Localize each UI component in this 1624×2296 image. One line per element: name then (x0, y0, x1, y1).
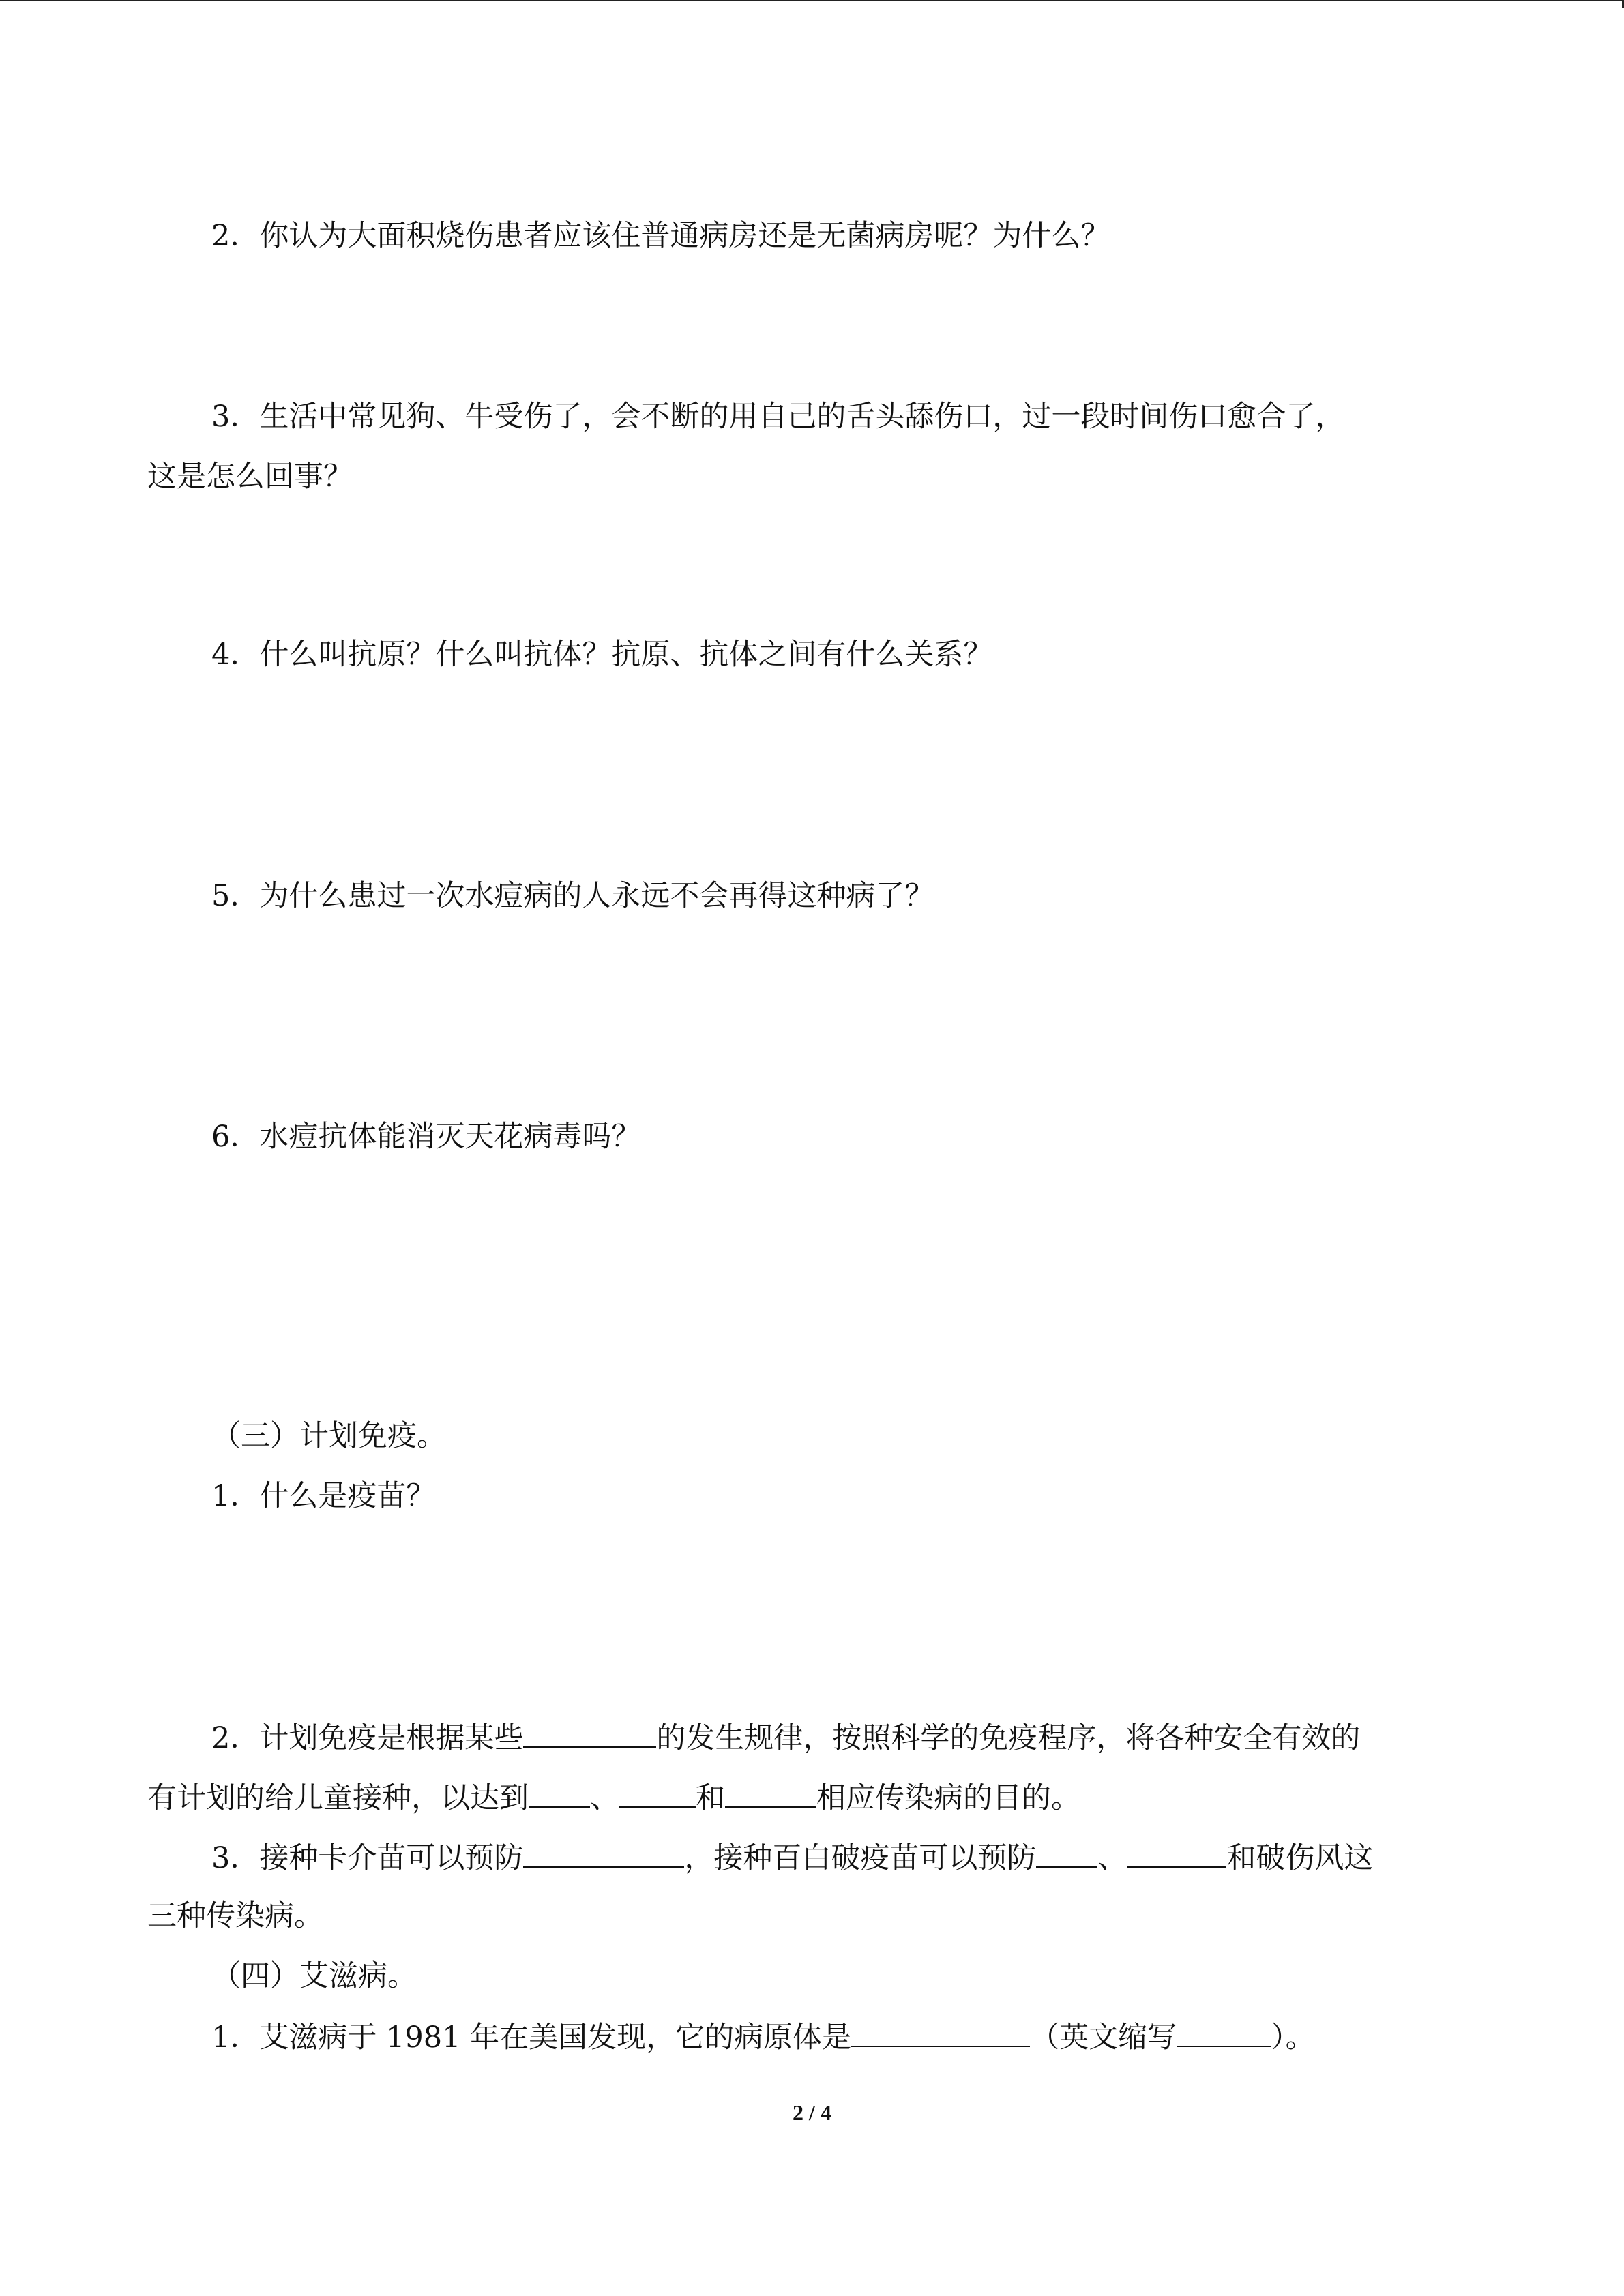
section-3-heading: （三）计划免疫。 (211, 1419, 446, 1453)
answer-blank[interactable] (523, 1836, 684, 1868)
text-segment: 有计划的给儿童接种，以达到 (147, 1781, 529, 1815)
section-3-question-3-line-1 (211, 1836, 1373, 1879)
question-2: 2．你认为大面积烧伤患者应该住普通病房还是无菌病房呢？为什么？ (211, 219, 1110, 253)
section-4-question-1 (211, 2016, 1315, 2058)
section-3-question-1: 1．什么是疫苗？ (211, 1479, 436, 1513)
text-segment: 2．计划免疫是根据某些 (211, 1721, 524, 1755)
answer-blank[interactable] (523, 1716, 656, 1748)
question-5: 5．为什么患过一次水痘病的人永远不会再得这种病了？ (211, 879, 934, 913)
section-3-question-3-line-2: 三种传染病。 (147, 1899, 323, 1933)
text-segment: 相应传染病的目的。 (816, 1781, 1080, 1815)
page-number: 2 / 4 (793, 2100, 831, 2125)
section-3-question-2-line-2 (147, 1776, 1080, 1819)
text-segment: 、 (590, 1781, 619, 1815)
text-segment: ）。 (1271, 2021, 1315, 2055)
answer-blank[interactable] (619, 1776, 696, 1808)
text-segment: 1．艾滋病于 1981 年在美国发现，它的病原体是 (211, 2021, 852, 2055)
answer-blank[interactable] (1127, 1836, 1226, 1868)
question-3-line-1: 3．生活中常见狗、牛受伤了，会不断的用自己的舌头舔伤口，过一段时间伤口愈合了， (211, 400, 1345, 434)
answer-blank[interactable] (529, 1776, 590, 1808)
answer-blank[interactable] (1036, 1836, 1097, 1868)
page-top-border (0, 0, 1624, 1)
text-segment: （英文缩写 (1030, 2021, 1177, 2055)
text-segment: 的发生规律，按照科学的免疫程序，将各种安全有效的 (656, 1721, 1361, 1755)
question-4: 4．什么叫抗原？什么叫抗体？抗原、抗体之间有什么关系？ (211, 638, 993, 672)
answer-blank[interactable] (851, 2016, 1030, 2047)
question-6: 6．水痘抗体能消灭天花病毒吗？ (211, 1120, 641, 1154)
text-segment: 、 (1097, 1841, 1127, 1875)
text-segment: 3．接种卡介苗可以预防 (211, 1841, 524, 1875)
text-segment: 和 (696, 1781, 725, 1815)
answer-blank[interactable] (1177, 2016, 1271, 2047)
text-segment: ，接种百白破疫苗可以预防 (684, 1841, 1037, 1875)
question-3-line-2: 这是怎么回事？ (147, 460, 353, 494)
section-4-heading: （四）艾滋病。 (211, 1959, 417, 1993)
text-segment: 和破伤风这 (1226, 1841, 1374, 1875)
answer-blank[interactable] (725, 1776, 816, 1808)
section-3-question-2-line-1 (211, 1716, 1360, 1759)
